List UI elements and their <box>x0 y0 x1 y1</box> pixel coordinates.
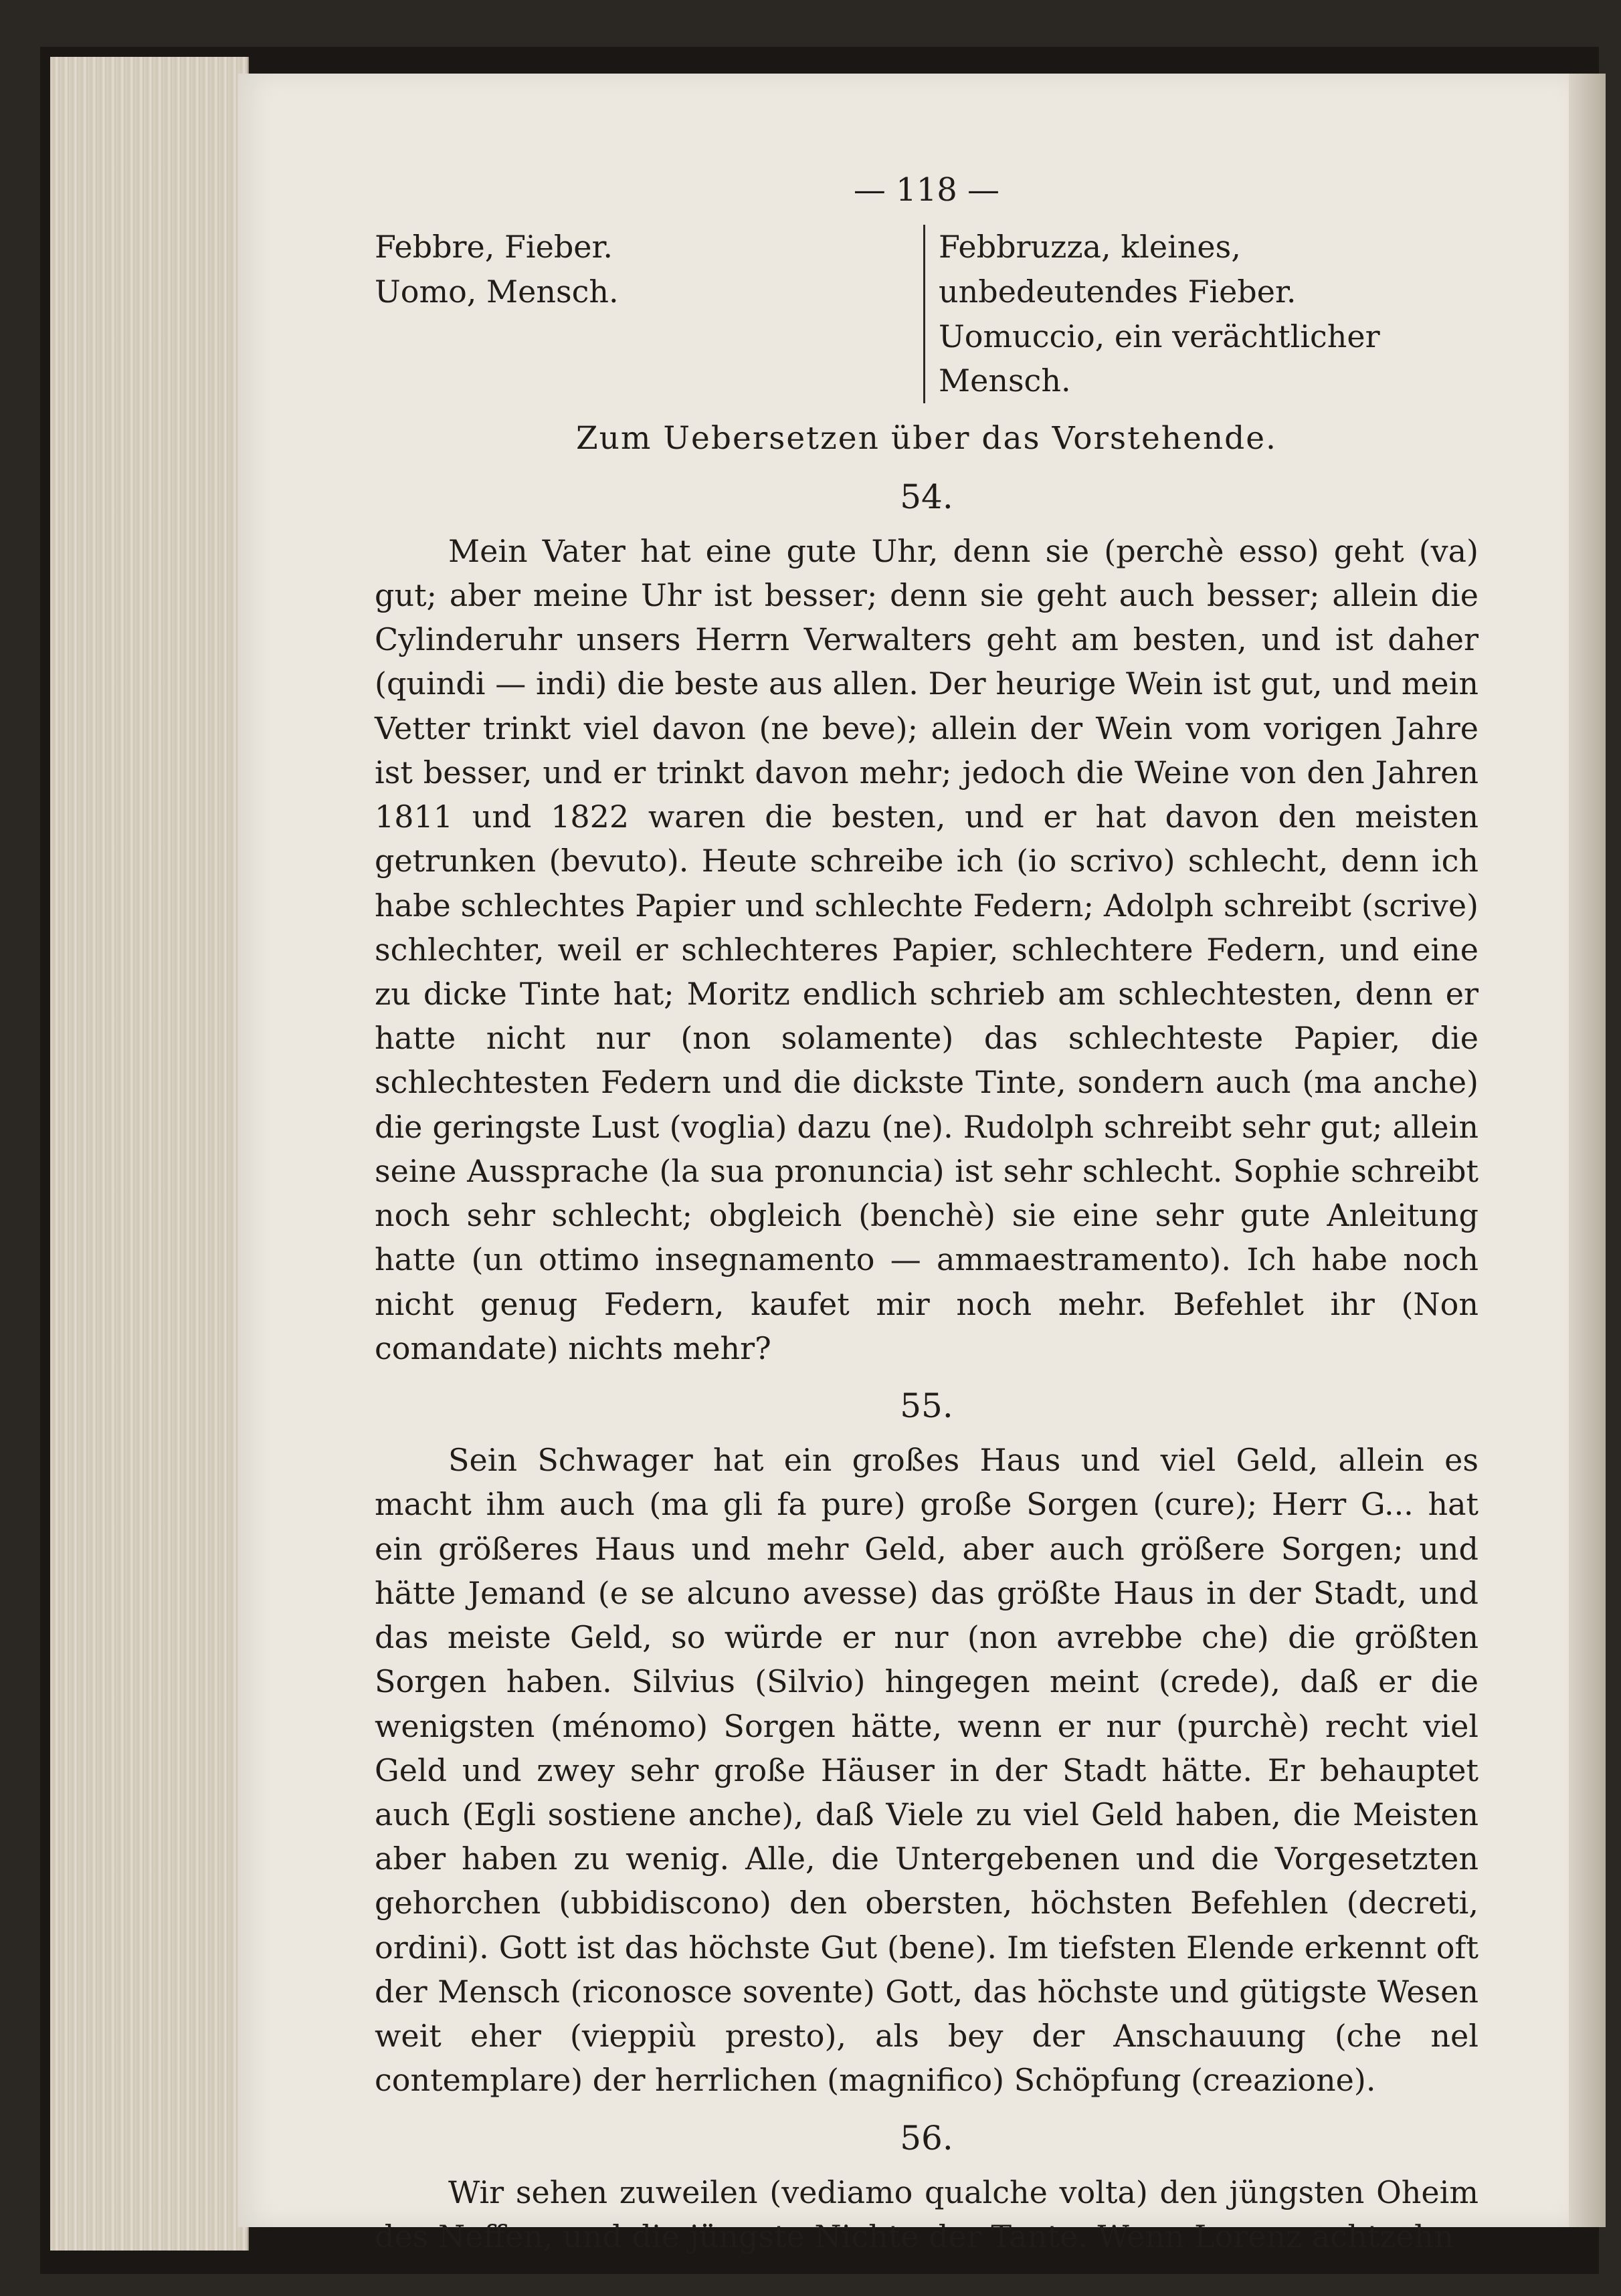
right-page-edge <box>1569 74 1606 2227</box>
exercise-54-number: 54. <box>900 477 953 516</box>
vocab-right-2: Uomuccio, ein verächtlicher Mensch. <box>939 318 1380 399</box>
exercise-55-text: Sein Schwager hat ein großes Haus und viel Geld, allein es macht ihm auch (ma gli fa pure) große Sorgen (cure); Herr G... hat ein größeres Haus und mehr Geld, aber auch größere Sorgen; und hätte Jemand (e se alcuno avesse) das größte Haus in der Stadt, und das meiste Geld, so würde er nur (non avrebbe che) die größten Sorgen haben. Silvius (Silvio) hingegen meint (crede), daß er die wenigsten (ménomo) Sorgen hätte, wenn er nur (purchè) recht viel Geld und zwey sehr große Häuser in der Stadt hätte. Er behauptet auch (Egli sostiene anche), daß Viele zu viel Geld haben, die Meisten aber haben zu wenig. Alle, die Untergebenen und die Vorgesetzten gehorchen (ubbidiscono) den obersten, höchsten Befehlen (decreti, ordini). Gott ist das höchste Gut (bene). Im tiefsten Elende erkennt oft der Mensch (riconosce sovente) Gott, das höchste und gütigste Wesen weit eher (vieppiù presto), als bey der Anschauung (che nel contemplare) der herrlichen (magnifico) Schöpfung (creazione). <box>375 1442 1479 2099</box>
section-title: Zum Uebersetzen über das Vorstehende. <box>576 419 1277 457</box>
vocab-left-1: Febbre, Fieber. <box>375 229 613 266</box>
vocab-right-1: Febbruzza, kleines, unbedeutendes Fieber. <box>939 229 1297 310</box>
exercise-55-number: 55. <box>900 1386 953 1426</box>
vocab-left-2: Uomo, Mensch. <box>375 273 619 310</box>
page-content <box>375 167 1479 2259</box>
vocabulary-right-column <box>923 225 1479 403</box>
exercise-56-number: 56. <box>900 2118 953 2158</box>
page-number: — 118 — <box>853 171 1000 209</box>
exercise-54-text: Mein Vater hat eine gute Uhr, denn sie (perchè esso) geht (va) gut; aber meine Uhr ist besser; denn sie geht auch besser; allein die Cylinderuhr unsers Herrn Verwalters geht am besten, und ist daher (quindi — indi) die beste aus allen. Der heurige Wein ist gut, und mein Vetter trinkt viel davon (ne beve); allein der Wein vom vorigen Jahre ist besser, und er trinkt davon mehr; jedoch die Weine von den Jahren 1811 und 1822 waren die besten, und er hat davon den meisten getrunken (bevuto). Heute schreibe ich (io scrivo) schlecht, denn ich habe schlechtes Papier und schlechte Federn; Adolph schreibt (scrive) schlechter, weil er schlechteres Papier, schlechtere Federn, und eine zu dicke Tinte hat; Moritz endlich schrieb am schlechtesten, denn er hatte nicht nur (non solamente) das schlechteste Papier, die schlechtesten Federn und die dickste Tinte, sondern auch (ma anche) die geringste Lust (voglia) dazu (ne). Rudolph schreibt sehr gut; allein seine Aussprache (la sua pronuncia) ist sehr schlecht. Sophie schreibt noch sehr schlecht; obgleich (benchè) sie eine sehr gute Anleitung hatte (un ottimo insegnamento — ammaestramento). Ich habe noch nicht genug Federn, kaufet mir noch mehr. Befehlet ihr (Non comandate) nichts mehr? <box>375 532 1479 1366</box>
vocabulary-section <box>375 225 1479 403</box>
page-edges <box>50 57 249 2251</box>
vocabulary-left-column <box>375 225 923 403</box>
exercise-56-text: Wir sehen zuweilen (vediamo qualche volta) den jüngsten Oheim des Neffen, und die jüngste Nichte der Tante. Wenn Lorenz achtzehn <box>375 2174 1479 2255</box>
